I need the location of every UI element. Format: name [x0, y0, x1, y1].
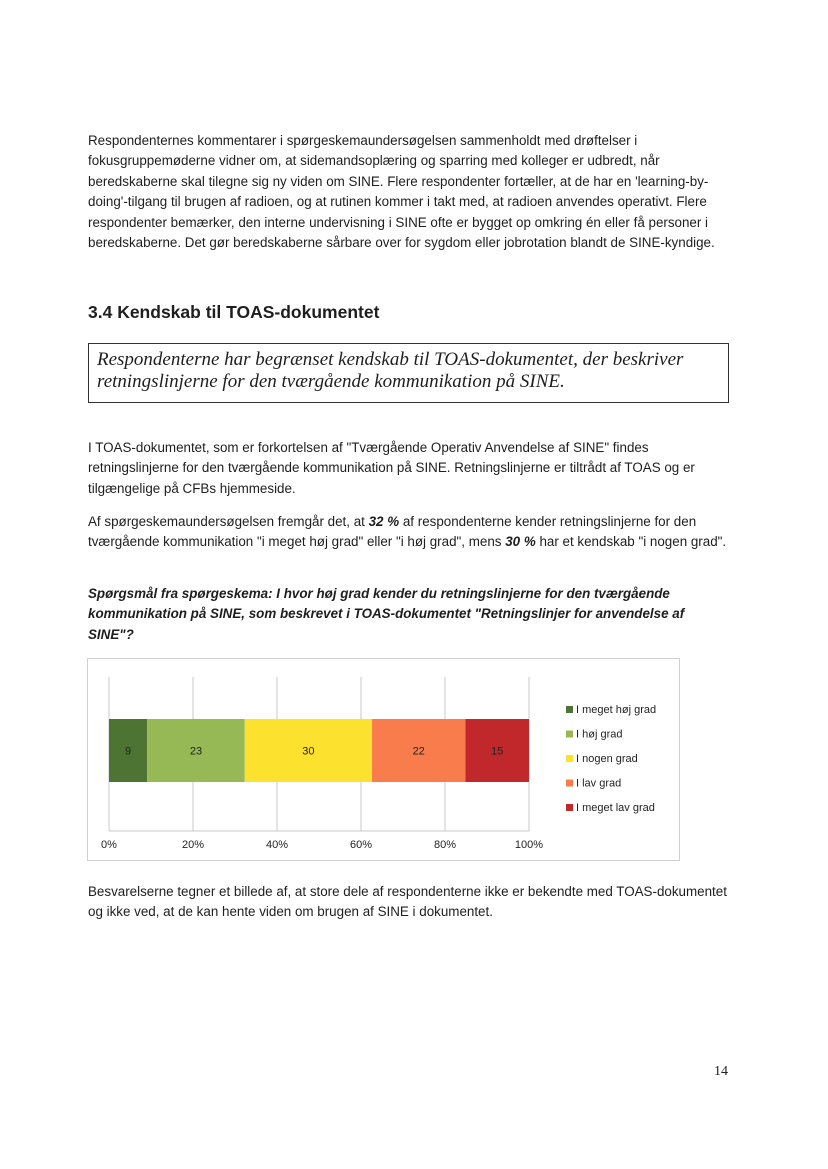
- legend-swatch: [566, 706, 573, 713]
- bar-value-label: 15: [491, 745, 504, 758]
- outro-paragraph: Besvarelserne tegner et billede af, at store dele af respondenterne ikke er bekendte med TOAS-dokumentet og ikke ved, at de kan hente viden om brugen af SINE i dokumentet.: [88, 884, 727, 920]
- section-heading: 3.4 Kendskab til TOAS-dokumentet: [88, 302, 380, 322]
- survey-pct-1: 32 %: [368, 514, 400, 529]
- callout-box: [88, 343, 729, 403]
- callout-text: Respondenterne har begrænset kendskab til TOAS-dokumentet, der beskriver retningslinjerne for den tværgående kommunikation på SINE.: [97, 349, 684, 392]
- x-tick-label: 60%: [349, 839, 373, 851]
- survey-paragraph: [88, 512, 733, 553]
- page-number: 14: [714, 1064, 728, 1079]
- intro-paragraph: Respondenternes kommentarer i spørgeskemaundersøgelsen sammenholdt med drøftelser i fokusgruppemøderne vidner om, at sidemandsoplæring og sparring med kolleger er udbredt, når beredskaberne skal tilegne sig ny viden om SINE. Flere respondenter fortæller, at de har en 'learning-by-doing'-tilgang til brugen af radioen, og at rutinen kommer i takt med, at radioen anvendes operativt. Flere respondenter bemærker, den interne undervisning i SINE ofte er bygget op omkring én eller få personer i beredskaberne. Det gør beredskaberne sårbare over for sygdom eller jobrotation blandt de SINE-kyndige.: [88, 133, 715, 251]
- legend-swatch: [566, 780, 573, 787]
- bar-value-label: 22: [412, 745, 425, 758]
- survey-text-part3: har et kendskab "i nogen grad".: [535, 534, 727, 550]
- x-tick-label: 80%: [433, 839, 457, 851]
- chart-svg: [88, 659, 681, 862]
- legend-swatch: [566, 804, 573, 811]
- toas-paragraph: I TOAS-dokumentet, som er forkortelsen af "Tværgående Operativ Anvendelse af SINE" findes retningslinjerne for den tværgående kommunikation på SINE. Retningslinjerne er tiltrådt af TOAS og er tilgængelige på CFBs hjemmeside.: [88, 440, 695, 496]
- survey-text-part2: af respondenterne kender retningslinjerne for den tværgående kommunikation "i meget høj grad" eller "i høj grad", mens: [88, 514, 697, 550]
- legend-label: I meget lav grad: [576, 802, 655, 814]
- legend-label: I nogen grad: [576, 753, 638, 765]
- legend-swatch: [566, 755, 573, 762]
- legend-swatch: [566, 731, 573, 738]
- survey-question: Spørgsmål fra spørgeskema: I hvor høj grad kender du retningslinjerne for den tværgående kommunikation på SINE, som beskrevet i TOAS-dokumentet "Retningslinjer for anvendelse af SINE"?: [88, 586, 685, 642]
- x-tick-label: 100%: [514, 839, 544, 851]
- survey-text-part1: Af spørgeskemaundersøgelsen fremgår det, at: [88, 514, 369, 529]
- legend-label: I høj grad: [576, 728, 623, 741]
- bar-value-label: 30: [302, 745, 315, 758]
- bar-value-label: 23: [189, 745, 203, 758]
- legend-label: I meget høj grad: [576, 704, 657, 716]
- x-tick-label: 20%: [181, 839, 205, 851]
- bar-value-label: 9: [125, 745, 132, 758]
- x-tick-label: 40%: [265, 839, 289, 851]
- legend-label: I lav grad: [576, 777, 622, 790]
- survey-pct-2: 30 %: [505, 534, 536, 550]
- x-tick-label: 0%: [101, 839, 117, 851]
- stacked-bar-chart: [87, 658, 680, 861]
